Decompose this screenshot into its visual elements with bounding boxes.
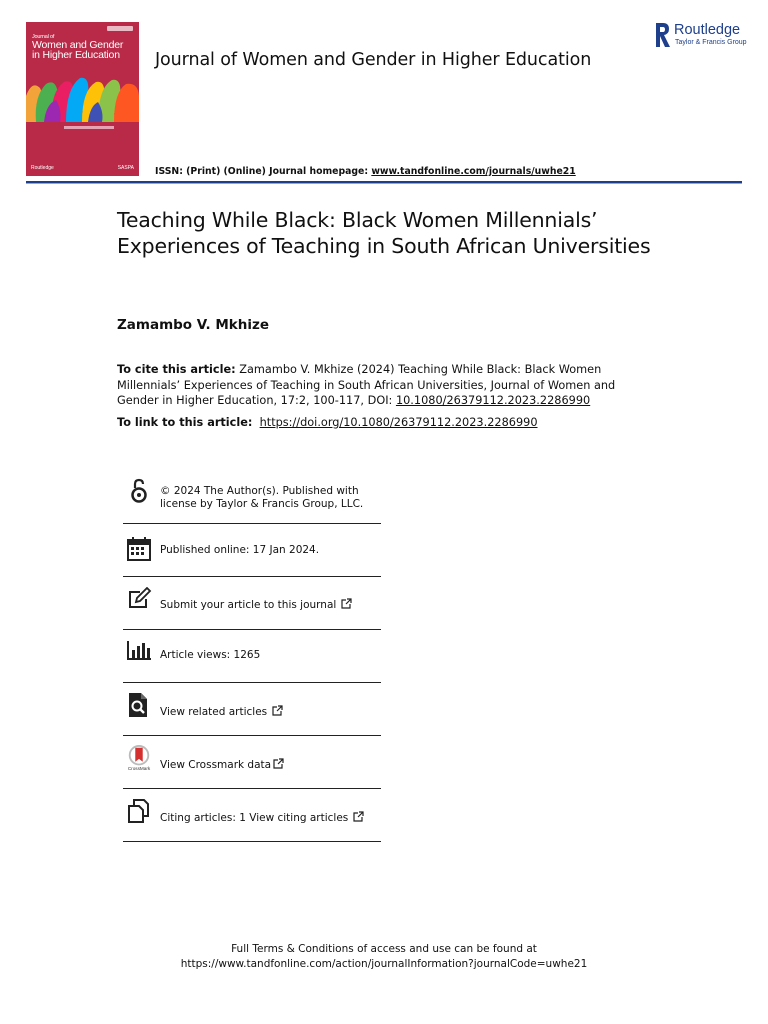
submit-article-link[interactable]: Submit your article to this journal (160, 599, 337, 611)
link-label: To link to this article: (117, 416, 253, 429)
cite-text: Zamambo V. Mkhize (2024) Teaching While Black: Black Women Millennials’ Experiences of Teaching in South African Universities, Journal of Women and Gender in Higher Education, 17:2, 100-117, DOI: (117, 363, 616, 407)
publisher-subtitle: Taylor & Francis Group (675, 39, 747, 46)
header-divider-secondary (26, 183, 742, 184)
issn-line (155, 166, 576, 177)
crossmark-icon (126, 745, 152, 771)
document-search-icon (126, 692, 152, 718)
journal-homepage-link[interactable]: www.tandfonline.com/journals/uwhe21 (371, 166, 576, 177)
edit-icon (126, 587, 152, 613)
license-line2: license by Taylor & Francis Group, LLC. (160, 497, 364, 510)
publisher-logo[interactable] (654, 22, 746, 50)
article-title: Teaching While Black: Black Women Millennials’ Experiences of Teaching in South African Universities (117, 208, 651, 258)
bar-chart-icon (126, 639, 152, 665)
terms-footer (0, 942, 768, 972)
cover-issn-strip (107, 26, 133, 31)
article-info-list (123, 472, 381, 842)
cite-doi-link[interactable]: 10.1080/26379112.2023.2286990 (395, 394, 591, 407)
cite-label: To cite this article: (117, 363, 236, 376)
views-item (123, 630, 381, 683)
article-views: Article views: 1265 (160, 649, 261, 661)
cover-title (32, 34, 136, 60)
terms-line1: Full Terms & Conditions of access and use can be found at (231, 943, 537, 955)
journal-title: Journal of Women and Gender in Higher Education (155, 50, 592, 70)
terms-url[interactable]: https://www.tandfonline.com/action/journalInformation?journalCode=uwhe21 (180, 958, 588, 970)
publisher-name: Routledge (674, 22, 741, 38)
citing-articles-icon (126, 798, 152, 824)
license-line1: © 2024 The Author(s). Published with (160, 485, 359, 497)
citation-block (117, 362, 657, 409)
cover-partner-logo: SASPA (117, 165, 134, 171)
related-articles-link[interactable]: View related articles (160, 706, 268, 718)
citing-articles-link[interactable]: Citing articles: 1 View citing articles (160, 812, 349, 824)
cover-title-line1: Women and Gender (32, 39, 124, 51)
crossmark-logo-text: CrossMark (127, 766, 151, 771)
published-date: Published online: 17 Jan 2024. (160, 544, 320, 556)
citing-item[interactable] (123, 789, 381, 842)
license-item (123, 472, 381, 524)
crossmark-link[interactable]: View Crossmark data (160, 759, 272, 771)
issn-label: ISSN: (Print) (Online) Journal homepage: (155, 166, 372, 177)
external-link-icon (273, 758, 284, 769)
calendar-icon (126, 536, 152, 562)
crossmark-item[interactable] (123, 736, 381, 789)
cover-title-line2: in Higher Education (32, 49, 120, 61)
cover-faces-illustration (26, 66, 139, 122)
open-access-icon (126, 478, 152, 504)
cover-title-small: Journal of (32, 34, 55, 40)
cover-publisher-logo: Routledge (31, 165, 54, 171)
article-author: Zamambo V. Mkhize (117, 317, 269, 333)
submit-item[interactable] (123, 577, 381, 630)
cover-volume-strip (64, 126, 114, 129)
related-item[interactable] (123, 683, 381, 736)
article-doi-link[interactable]: https://doi.org/10.1080/26379112.2023.2286990 (259, 416, 538, 429)
published-item (123, 524, 381, 577)
external-link-icon (272, 705, 283, 716)
journal-cover (26, 22, 139, 176)
article-link-block (117, 416, 538, 429)
external-link-icon (353, 811, 364, 822)
routledge-r-icon (654, 22, 671, 48)
external-link-icon (341, 598, 352, 609)
